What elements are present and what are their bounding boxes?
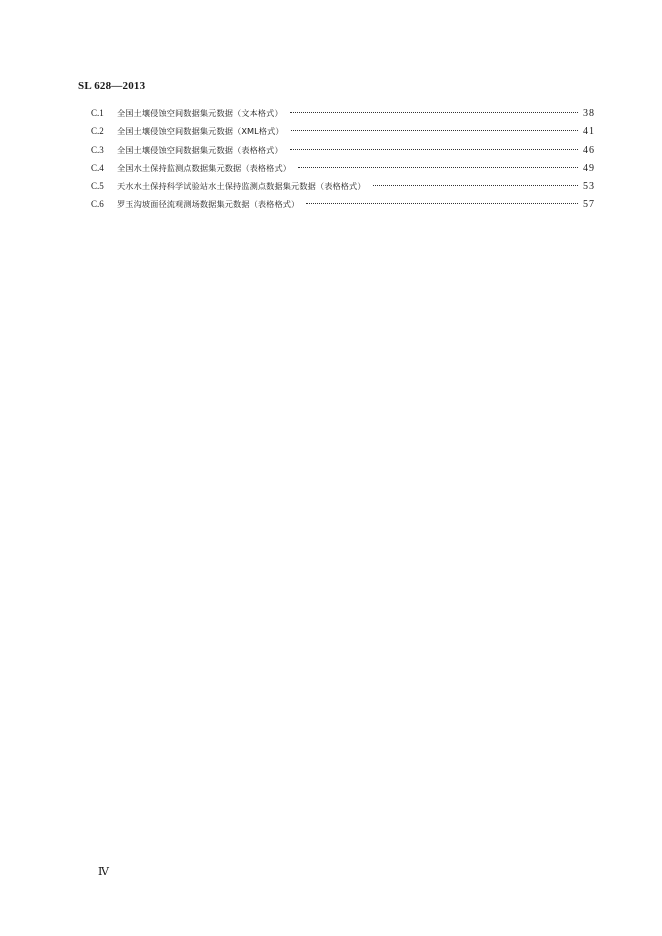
toc-entry-number: C.4 (91, 162, 104, 173)
toc-entry-title: 全国土壤侵蚀空间数据集元数据（表格格式） (117, 144, 283, 155)
toc-entry-page: 46 (583, 144, 595, 156)
dot-leader (291, 120, 578, 131)
toc-entry-title: 天水水土保持科学试验站水土保持监测点数据集元数据（表格格式） (117, 181, 366, 192)
page-number-footer: Ⅳ (98, 866, 109, 878)
toc-entry-number: C.5 (91, 181, 104, 192)
toc-entry-page: 38 (583, 108, 595, 119)
toc-entry-number: C.2 (91, 126, 104, 137)
toc-entry-c6[interactable] (91, 195, 595, 213)
toc-entry-number: C.6 (91, 199, 104, 210)
toc-entry-title: 全国水土保持监测点数据集元数据（表格格式） (117, 162, 292, 173)
toc-entry-title: 全国土壤侵蚀空间数据集元数据（文本格式） (117, 108, 283, 118)
toc-entry-number: C.1 (91, 108, 104, 118)
toc-entry-page: 49 (583, 162, 595, 174)
dot-leader (306, 193, 578, 204)
dot-leader (373, 175, 578, 186)
toc-entry-page: 53 (583, 181, 595, 193)
table-of-contents (91, 104, 595, 214)
dot-leader (290, 139, 578, 150)
dot-leader (298, 157, 578, 168)
toc-entry-page: 41 (583, 126, 595, 138)
standard-code-header: SL 628—2013 (78, 80, 146, 92)
toc-entry-title: 罗玉沟坡面径流观测场数据集元数据（表格格式） (117, 199, 300, 210)
toc-entry-title: 全国土壤侵蚀空间数据集元数据（XML格式） (117, 126, 284, 137)
toc-entry-page: 57 (583, 199, 595, 211)
dot-leader (290, 102, 578, 113)
toc-entry-number: C.3 (91, 144, 104, 155)
